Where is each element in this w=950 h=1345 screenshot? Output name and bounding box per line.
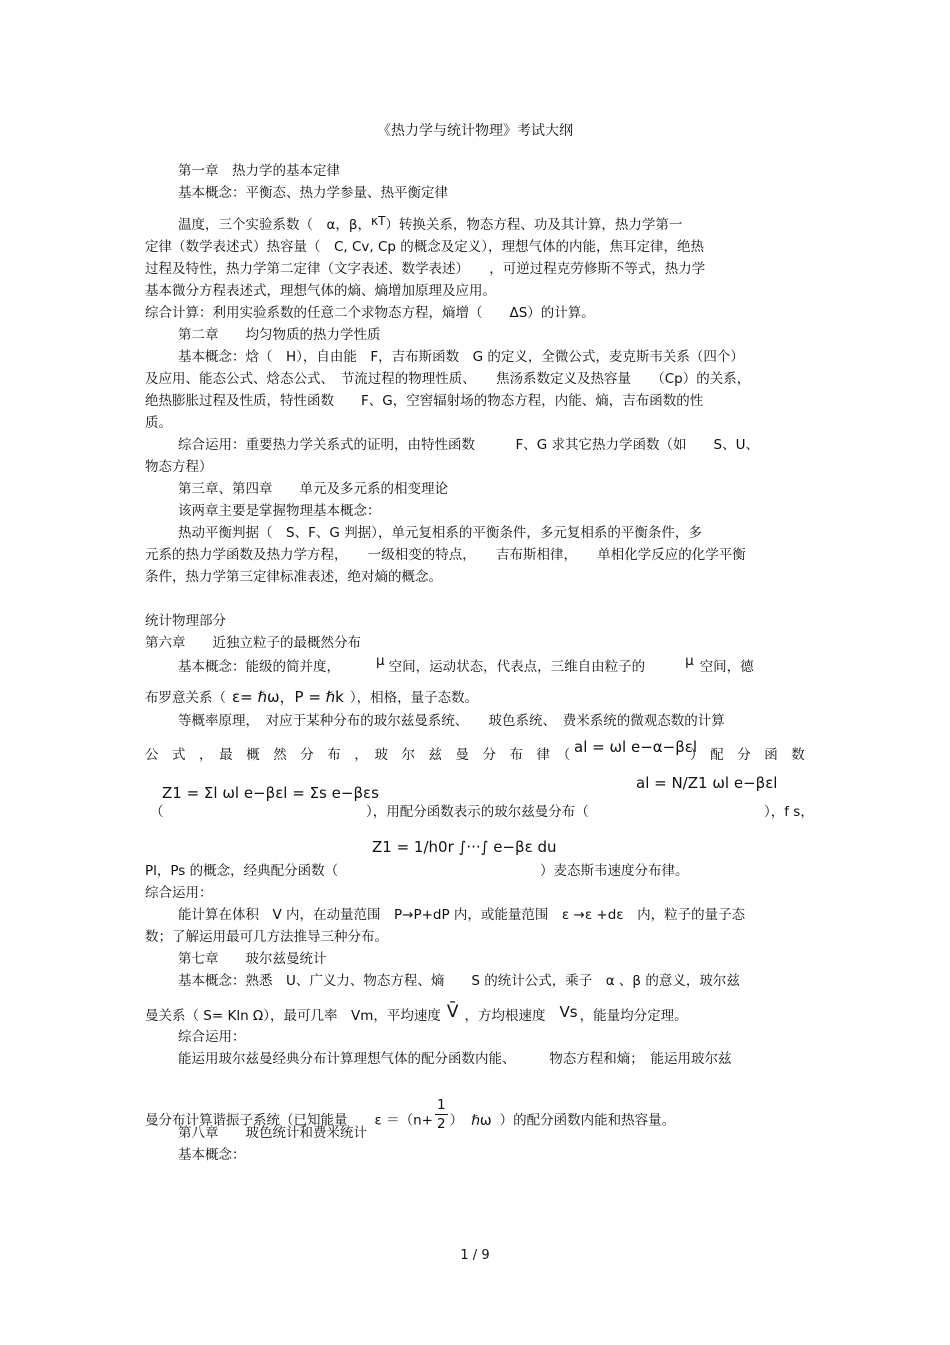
paragraph-line bbox=[145, 1002, 688, 1025]
text-span: ）麦态斯韦速度分布律。 bbox=[540, 863, 689, 879]
partition-function-formula: Z1 = Σl ωl e−βεl = Σs e−βεs bbox=[162, 784, 379, 802]
text-span: ），用配分函数表示的玻尔兹曼分布（ bbox=[366, 804, 589, 820]
paragraph-line: 条件，热力学第三定律标准表述，绝对熵的概念。 bbox=[145, 569, 442, 585]
paragraph-line: 能计算在体积 V 内，在动量范围 P→P+dP 内，或能量范围 ε →ε +dε 内，粒子的量子态 bbox=[178, 907, 746, 923]
fraction-numerator: 1 bbox=[436, 1097, 446, 1113]
rms-velocity-symbol: Vs bbox=[559, 1003, 578, 1021]
one-half-fraction bbox=[435, 1096, 448, 1133]
text-span: 基本概念：能级的简并度， bbox=[178, 659, 340, 675]
paragraph-line: 物态方程） bbox=[145, 459, 213, 475]
text-span: ）的配分函数内能和热容量。 bbox=[499, 1112, 676, 1129]
debroglie-relation: ε= ℏω，P = ℏk bbox=[232, 688, 344, 706]
text-span: 空间，德 bbox=[699, 659, 754, 675]
paragraph-line: 基本微分方程表述式，理想气体的熵、熵增加原理及应用。 bbox=[145, 283, 496, 299]
paragraph-line bbox=[145, 688, 478, 707]
distribution-by-partition-formula: al = N/Z1 ωl e−βεl bbox=[636, 774, 778, 792]
mean-velocity-symbol: V̄ bbox=[446, 1002, 459, 1022]
text-span: 曼关系（ S= Kln Ω），最可几率 Vm，平均速度 bbox=[145, 1008, 441, 1024]
paragraph-line: 能运用玻尔兹曼经典分布计算理想气体的配分函数内能、 物态方程和熵； 能运用玻尔兹 bbox=[178, 1051, 732, 1067]
chapter-1-heading: 第一章 热力学的基本定律 bbox=[178, 163, 340, 179]
kappa-symbol: κT bbox=[371, 214, 386, 228]
boltzmann-distribution-formula: al = ωl e−α−βεl bbox=[574, 738, 698, 756]
chapter-2-heading: 第二章 均匀物质的热力学性质 bbox=[178, 327, 381, 343]
paragraph-line: 定律（数学表述式）热容量（ C, Cv, Cp 的概念及定义），理想气体的内能，焦耳定律，绝热 bbox=[145, 239, 705, 255]
paragraph-line bbox=[178, 653, 754, 676]
paragraph-line: 综合运用：重要热力学关系式的证明，由特性函数 F、G 求其它热力学函数（如 S、U、 bbox=[178, 437, 759, 453]
page-number: 1 / 9 bbox=[460, 1248, 490, 1263]
hbar-omega-symbol: ℏω bbox=[471, 1112, 492, 1129]
text-span: 温度，三个实验系数（ α，β， bbox=[178, 217, 372, 233]
chapter-3-4-heading: 第三章、第四章 单元及多元系的相变理论 bbox=[178, 481, 448, 497]
chapter-8-heading: 第八章 玻色统计和费米统计 bbox=[178, 1125, 367, 1141]
paragraph-line: 及应用、能态公式、焓态公式、 节流过程的物理性质、 焦汤系数定义及热容量 （Cp）的关系， bbox=[145, 371, 751, 387]
chapter-7-heading: 第七章 玻尔兹曼统计 bbox=[178, 951, 327, 967]
text-span: （ bbox=[150, 804, 164, 820]
text-span: Pl，Ps 的概念，经典配分函数（ bbox=[145, 863, 339, 879]
text-span: 布罗意关系（ bbox=[145, 690, 226, 706]
paragraph-line: 绝热膨胀过程及性质，特性函数 F、G，空窖辐射场的物态方程，内能、熵，吉布函数的性 bbox=[145, 393, 704, 409]
paragraph-line: 基本概念：熟悉 U、广义力、物态方程、熵 S 的统计公式，乘子 α 、β 的意义，玻尔兹 bbox=[178, 973, 740, 989]
classical-partition-function-formula: Z1 = 1/h0r ∫···∫ e−βε du bbox=[372, 838, 557, 856]
paragraph-line: 基本概念：平衡态、热力学参量、热平衡定律 bbox=[178, 185, 448, 201]
section-heading: 统计物理部分 bbox=[145, 613, 226, 629]
paragraph-line: 基本概念：焓（ H），自由能 F，吉布斯函数 G 的定义，全微公式，麦克斯韦关系（四个） bbox=[178, 349, 744, 365]
paragraph-line: 质。 bbox=[145, 415, 172, 431]
paragraph-line: 等概率原理， 对应于某种分布的玻尔兹曼系统、 玻色系统、 费米系统的微观态数的计算 bbox=[178, 713, 725, 729]
text-span: ，能量均分定理。 bbox=[579, 1008, 688, 1024]
document-title: 《热力学与统计物理》考试大纲 bbox=[377, 123, 573, 139]
text-span: 曼分布计算谐振子系统（已知能量 ε ＝（n+ bbox=[145, 1112, 433, 1129]
text-span: 空间，运动状态，代表点，三维自由粒子的 bbox=[388, 659, 646, 675]
paragraph-line: 综合计算：利用实验系数的任意二个求物态方程，熵增（ ΔS）的计算。 bbox=[145, 305, 595, 321]
paragraph-line: 该两章主要是掌握物理基本概念： bbox=[178, 503, 381, 519]
chapter-6-heading: 第六章 近独立粒子的最概然分布 bbox=[145, 635, 361, 651]
text-span: ） 配 分 函 数 bbox=[690, 747, 805, 763]
paragraph-line bbox=[178, 216, 682, 234]
paragraph-line: 公 式 ， 最 概 然 分 布 ， 玻 尔 兹 曼 分 布 律 （ bbox=[145, 747, 571, 763]
paragraph-line: 基本概念： bbox=[178, 1147, 246, 1163]
paragraph-line: 热动平衡判据（ S、F、G 判据），单元复相系的平衡条件，多元复相系的平衡条件，多 bbox=[178, 525, 702, 541]
text-span: ），f s， bbox=[764, 804, 814, 820]
text-span: ），相格，量子态数。 bbox=[349, 690, 479, 706]
paragraph-line: 过程及特性，热力学第二定律（文字表述、数学表述） ，可逆过程克劳修斯不等式，热力学 bbox=[145, 261, 706, 277]
fraction-denominator: 2 bbox=[436, 1116, 446, 1132]
paragraph-line: 数；了解运用最可几方法推导三种分布。 bbox=[145, 929, 388, 945]
text-span: ） bbox=[449, 1112, 464, 1129]
paragraph-line: 综合运用： bbox=[178, 1029, 246, 1045]
paragraph-line: 元系的热力学函数及热力学方程， 一级相变的特点， 吉布斯相律， 单相化学反应的化学平衡 bbox=[145, 547, 746, 563]
text-span: ）转换关系，物态方程、功及其计算，热力学第一 bbox=[385, 217, 683, 233]
text-span: ，方均根速度 bbox=[464, 1008, 546, 1024]
mu-symbol: μ bbox=[376, 653, 385, 669]
paragraph-line: 综合运用： bbox=[145, 885, 213, 901]
mu-symbol: μ bbox=[685, 653, 694, 669]
